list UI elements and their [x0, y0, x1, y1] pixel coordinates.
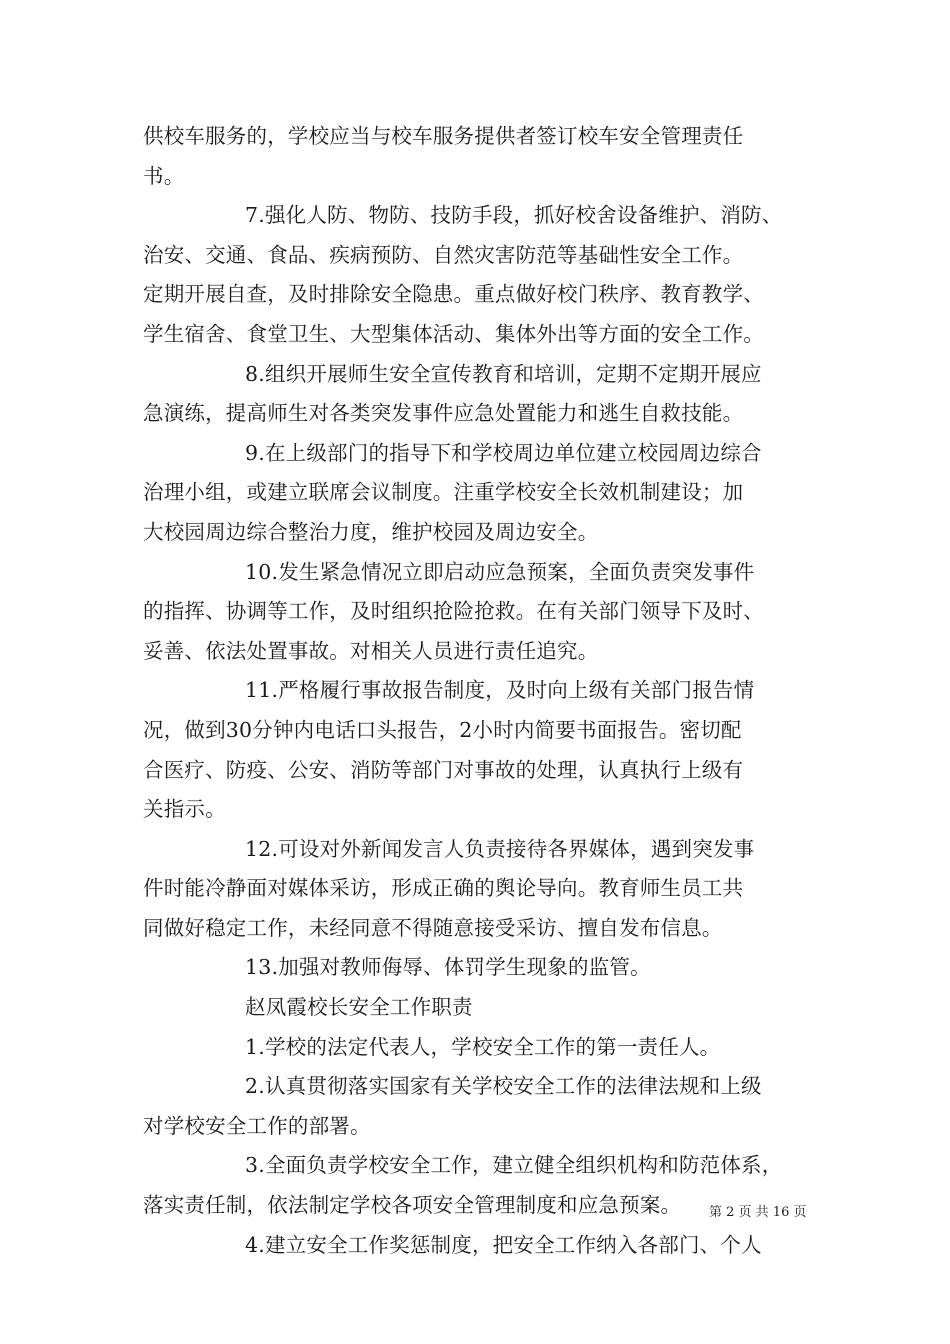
paragraph-7-start: 7.强化人防、物防、技防手段，抓好校舍设备维护、消防、 — [245, 203, 783, 228]
text-line: 定期开展自查，及时排除安全隐患。重点做好校门秩序、教育教学、 — [143, 282, 764, 307]
text-line: 落实责任制，依法制定学校各项安全管理制度和应急预案。 — [143, 1193, 682, 1218]
text-line: 合医疗、防疫、公安、消防等部门对事故的处理，认真执行上级有 — [143, 757, 744, 782]
text-line: 对学校安全工作的部署。 — [143, 1113, 371, 1138]
paragraph-9-start: 9.在上级部门的指导下和学校周边单位建立校园周边综合 — [245, 440, 762, 465]
text-line: 治理小组，或建立联席会议制度。注重学校安全长效机制建设；加 — [143, 480, 744, 505]
text-line: 的指挥、协调等工作，及时组织抢险抢救。在有关部门领导下及时、 — [143, 599, 764, 624]
text-line: 妥善、依法处置事故。对相关人员进行责任追究。 — [143, 638, 599, 663]
text-line: 大校园周边综合整治力度，维护校园及周边安全。 — [143, 519, 599, 544]
paragraph-13: 13.加强对教师侮辱、体罚学生现象的监管。 — [245, 955, 651, 980]
text-line: 关指示。 — [143, 797, 226, 822]
text-line: 书。 — [143, 163, 185, 188]
page-number: 第 2 页 共 16 页 — [709, 1205, 807, 1220]
text-line: 学生宿舍、食堂卫生、大型集体活动、集体外出等方面的安全工作。 — [143, 321, 764, 346]
text-line: 治安、交通、食品、疾病预防、自然灾害防范等基础性安全工作。 — [143, 242, 744, 267]
text-line: 同做好稳定工作，未经同意不得随意接受采访、擅自发布信息。 — [143, 915, 723, 940]
text-line: 况，做到30分钟内电话口头报告，2小时内简要书面报告。密切配 — [143, 717, 742, 742]
paragraph-8-start: 8.组织开展师生安全宣传教育和培训，定期不定期开展应 — [245, 361, 762, 386]
paragraph-11-start: 11.严格履行事故报告制度，及时向上级有关部门报告情 — [245, 678, 755, 703]
duty-item-3-start: 3.全面负责学校安全工作，建立健全组织机构和防范体系， — [245, 1153, 783, 1178]
paragraph-12-start: 12.可设对外新闻发言人负责接待各界媒体，遇到突发事 — [245, 836, 755, 861]
text-line: 件时能冷静面对媒体采访，形成正确的舆论导向。教育师生员工共 — [143, 876, 744, 901]
section-heading: 赵凤霞校长安全工作职责 — [245, 995, 473, 1020]
text-line: 急演练，提高师生对各类突发事件应急处置能力和逃生自救技能。 — [143, 401, 744, 426]
text-line: 供校车服务的，学校应当与校车服务提供者签订校车安全管理责任 — [143, 124, 744, 148]
document-body — [143, 117, 828, 1265]
paragraph-10-start: 10.发生紧急情况立即启动应急预案，全面负责突发事件 — [245, 559, 755, 584]
duty-item-4-start: 4.建立安全工作奖惩制度，把安全工作纳入各部门、个人 — [245, 1232, 762, 1257]
duty-item-1: 1.学校的法定代表人，学校安全工作的第一责任人。 — [245, 1034, 721, 1059]
duty-item-2-start: 2.认真贯彻落实国家有关学校安全工作的法律法规和上级 — [245, 1074, 762, 1099]
